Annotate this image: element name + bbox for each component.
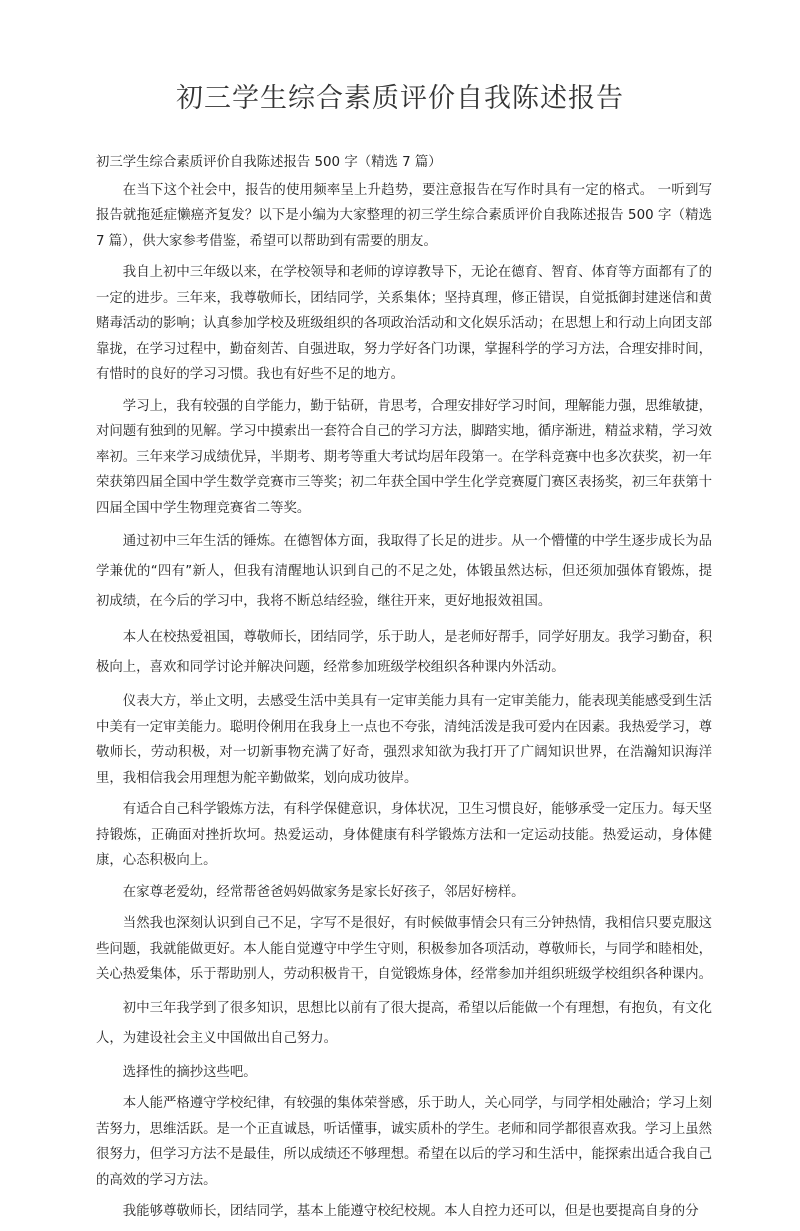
paragraph-shortcomings: 当然我也深刻认识到自己不足，字写不是很好，有时候做事情会只有三分钟热情，我相信只要克服这些问题，我就能做更好。本人能自觉遵守中学生守则，积极参加各项活动，尊敬师长，与同学和睦相处，关心热爱集体，乐于帮助别人，劳动积极肯干，自觉锻炼身体，经常参加并组织班级学校组织各种课内。: [96, 916, 712, 982]
paragraph-character: 本人在校热爱祖国，尊敬师长，团结同学，乐于助人，是老师好帮手，同学好朋友。我学习勤奋，积极向上，喜欢和同学讨论并解决问题，经常参加班级学校组织各种课内外活动。: [96, 630, 712, 675]
paragraph-study: 学习上，我有较强的自学能力，勤于钻研，肯思考，合理安排好学习时间，理解能力强，思维敏捷，对问题有独到的见解。学习中摸索出一套符合自己的学习方法，脚踏实地，循序渐进，精益求精，学习效率初。三年来学习成绩优异，半期考、期考等重大考试均居年段第一。在学科竞赛中也多次获奖，初一年荣获第四届全国中学生数学竞赛市三等奖；初二年获全国中学生化学竞赛厦门赛区表扬奖，初三年获第十四届全国中学生物理竞赛省二等奖。: [96, 398, 712, 516]
paragraph-growth: 通过初中三年生活的锤炼。在德智体方面，我取得了长足的进步。从一个懵懂的中学生逐步成长为品学兼优的“四有”新人，但我有清醒地认识到自己的不足之处，体锻虽然达标，但还须加强体育锻炼，提初成绩，在今后的学习中，我将不断总结经验，继往开来，更好地报效祖国。: [96, 534, 712, 609]
paragraph-intro: 在当下这个社会中，报告的使用频率呈上升趋势，要注意报告在写作时具有一定的格式。 一听到写报告就拖延症懒癌齐复发？以下是小编为大家整理的初三学生综合素质评价自我陈述报告 500 字（精选 7 篇），供大家参考借鉴，希望可以帮助到有需要的朋友。: [96, 182, 712, 249]
document-subtitle: 初三学生综合素质评价自我陈述报告 500 字（精选 7 篇）: [96, 155, 442, 170]
document-body: [96, 150, 712, 1231]
paragraph-appearance: 仪表大方，举止文明，去感受生活中美具有一定审美能力具有一定审美能力，能表现美能感受到生活中美有一定审美能力。聪明伶俐用在我身上一点也不夸张，清纯活泼是我可爱内在因素。我热爱学习，尊敬师长，劳动积极，对一切新事物充满了好奇，强烈求知欲为我打开了广阔知识世界，在浩瀚知识海洋里，我相信我会用理想为舵辛勤做桨，划向成功彼岸。: [96, 694, 712, 786]
document-title: 初三学生综合素质评价自我陈述报告: [176, 83, 624, 114]
paragraph-self-control: 我能够尊敬师长，团结同学，基本上能遵守校纪校规。本人自控力还可以，但是也要提高自身的分: [122, 1204, 699, 1219]
paragraph-exercise: 有适合自己科学锻炼方法，有科学保健意识，身体状况，卫生习惯良好，能够承受一定压力。每天坚持锻炼，正确面对挫折坎坷。热爱运动，身体健康有科学锻炼方法和一定运动技能。热爱运动，身体健康，心态积极向上。: [96, 802, 712, 868]
paragraph-excerpt-note: 选择性的摘抄这些吧。: [122, 1064, 257, 1080]
paragraph-discipline: 本人能严格遵守学校纪律，有较强的集体荣誉感，乐于助人，关心同学，与同学相处融洽；学习上刻苦努力，思维活跃。是一个正直诚恳，听话懂事，诚实质朴的学生。老师和同学都很喜欢我。学习上虽然很努力，但学习方法不是最佳，所以成绩还不够理想。希望在以后的学习和生活中，能探索出适合我自己的高效的学习方法。: [96, 1096, 712, 1188]
paragraph-family: 在家尊老爱幼，经常帮爸爸妈妈做家务是家长好孩子，邻居好榜样。: [122, 884, 525, 900]
paragraph-self-summary: 我自上初中三年级以来，在学校领导和老师的谆谆教导下，无论在德育、智育、体育等方面都有了的一定的进步。三年来，我尊敬师长，团结同学，关系集体；坚持真理，修正错误，自觉抵御封建迷信和黄赌毒活动的影响；认真参加学校及班级组织的各项政治活动和文化娱乐活动；在思想上和行动上向团支部靠拢，在学习过程中，勤奋刻苦、自强进取，努力学好各门功课，掌握科学的学习方法，合理安排时间，有惜时的良好的学习习惯。我也有好些不足的地方。: [96, 265, 712, 382]
paragraph-aspiration: 初中三年我学到了很多知识，思想比以前有了很大提高，希望以后能做一个有理想，有抱负，有文化人，为建设社会主义中国做出自己努力。: [96, 1000, 712, 1046]
